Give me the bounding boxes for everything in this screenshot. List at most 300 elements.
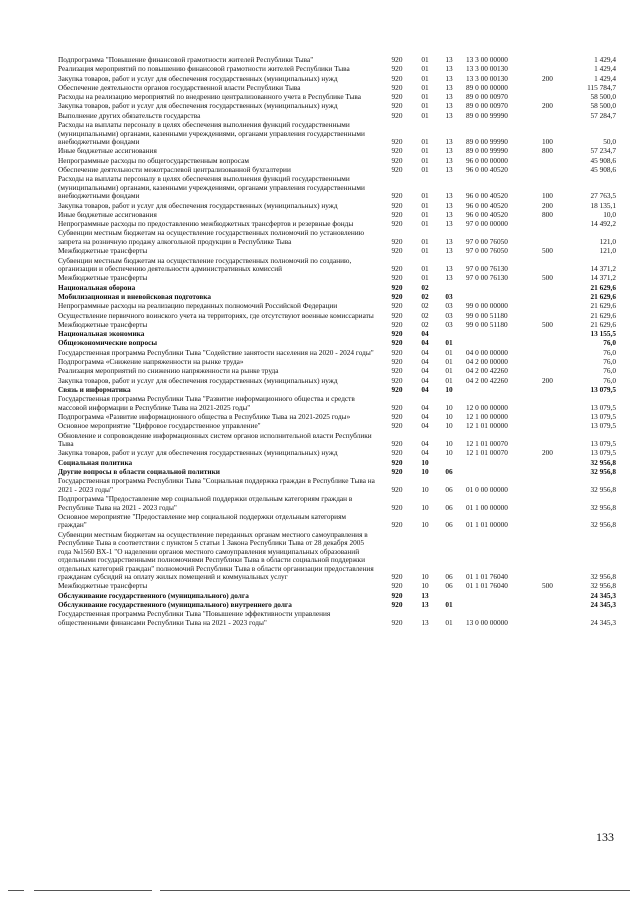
row-admin-code: 920	[391, 590, 403, 600]
row-admin-code: 920	[391, 439, 403, 449]
row-amount: 21 629,6	[590, 310, 616, 320]
row-name: Государственная программа Республики Тыва "Развитие информационного общества и средств массовой информации в Республике Тыва на 2021-2025 годы"	[58, 394, 355, 412]
row-expense-type: 200	[542, 101, 553, 111]
row-subsection-code: 03	[445, 319, 453, 329]
row-section-code: 01	[421, 137, 429, 147]
row-section-code: 04	[421, 357, 429, 367]
row-amount: 14 492,2	[590, 219, 616, 229]
row-amount: 45 908,6	[590, 155, 616, 165]
table-row	[58, 175, 616, 201]
row-name: Выполнение других обязательств государства	[58, 110, 201, 120]
row-target-article: 04 0 00 00000	[466, 347, 508, 357]
row-target-article: 01 1 01 76040	[466, 581, 508, 591]
row-section-code: 01	[421, 73, 429, 83]
row-target-article: 13 3 00 00130	[466, 73, 508, 83]
row-amount: 32 956,8	[590, 466, 616, 476]
row-target-article: 12 1 01 00000	[466, 421, 508, 431]
row-expense-type	[542, 284, 568, 293]
row-amount: 24 345,3	[590, 600, 616, 610]
row-subsection-code: 13	[445, 209, 453, 219]
footer-mark	[34, 890, 152, 891]
row-subsection-code: 13	[445, 137, 453, 147]
row-subsection-code: 01	[445, 347, 453, 357]
row-section-code: 04	[421, 439, 429, 449]
row-section-code: 01	[421, 64, 429, 74]
row-target-article	[460, 592, 542, 601]
page-number: 133	[596, 830, 614, 844]
row-target-article: 04 2 00 42260	[466, 375, 508, 385]
row-section-code: 04	[421, 384, 429, 394]
row-expense-type	[542, 166, 568, 175]
row-target-article: 04 2 00 00000	[466, 357, 508, 367]
row-admin-code: 920	[391, 502, 403, 512]
row-admin-code: 920	[391, 338, 403, 348]
row-subsection-code: 13	[445, 55, 453, 64]
row-subsection-code: 06	[445, 581, 453, 591]
row-section-code: 01	[421, 191, 429, 201]
row-section-code: 01	[421, 110, 429, 120]
row-section-code: 01	[421, 55, 429, 64]
row-target-article: 12 1 01 00070	[466, 448, 508, 458]
row-section-code: 04	[421, 366, 429, 376]
row-admin-code: 920	[391, 219, 403, 229]
row-amount: 76,0	[603, 347, 616, 357]
row-subsection-code: 01	[445, 600, 453, 610]
row-subsection-code: 01	[445, 366, 453, 376]
row-subsection-code: 13	[445, 155, 453, 165]
row-subsection-code: 13	[445, 273, 453, 283]
row-expense-type	[542, 349, 568, 358]
row-subsection-code: 10	[445, 421, 453, 431]
row-section-code: 04	[421, 448, 429, 458]
row-section-code: 13	[421, 617, 429, 627]
row-admin-code: 920	[391, 282, 403, 292]
row-admin-code: 920	[391, 137, 403, 147]
row-admin-code: 920	[391, 384, 403, 394]
row-amount: 13 155,5	[590, 329, 616, 339]
budget-page	[58, 55, 616, 628]
row-subsection-code: 13	[445, 64, 453, 74]
row-name: Субвенции местным бюджетам на осуществление государственных полномочий по созданию, организации и обеспечению деятельности административных комиссий	[58, 255, 352, 274]
row-expense-type	[542, 330, 568, 339]
row-subsection-code: 06	[445, 466, 453, 476]
row-name: Общеэкономические вопросы	[58, 338, 158, 348]
row-amount: 76,0	[603, 366, 616, 376]
row-amount: 13 079,5	[590, 402, 616, 412]
row-amount: 13 079,5	[590, 421, 616, 431]
footer-mark	[160, 890, 630, 891]
row-name: Основное мероприятие "Предоставление мер социальной поддержки отдельным категориям граждан"	[58, 511, 347, 530]
row-section-code: 04	[421, 347, 429, 357]
row-subsection-code: 10	[445, 402, 453, 412]
row-name: Межбюджетные трансферты	[58, 581, 148, 591]
row-amount: 1 429,4	[594, 73, 616, 83]
row-admin-code: 920	[391, 273, 403, 283]
row-amount: 13 079,5	[590, 412, 616, 421]
row-section-code: 10	[421, 484, 429, 494]
row-section-code: 10	[421, 581, 429, 591]
row-admin-code: 920	[391, 357, 403, 367]
row-target-article: 96 0 00 00000	[466, 155, 508, 165]
row-section-code: 01	[421, 209, 429, 219]
row-name: Подпрограмма «Снижение напряженности на рынке труда»	[58, 357, 244, 367]
row-expense-type: 200	[542, 73, 553, 83]
row-admin-code: 920	[391, 236, 403, 246]
row-target-article: 01 1 00 00000	[466, 502, 508, 512]
row-admin-code: 920	[391, 347, 403, 357]
row-admin-code: 920	[391, 200, 403, 210]
row-target-article: 01 1 01 00000	[466, 520, 508, 530]
footer-mark	[8, 890, 24, 891]
row-name: Субвенции местным бюджетам на осуществление переданных органам местного самоуправления в Республике Тыва в соответствии с пунктом 5 статьи 1 Закона Республики Тыва от 28 декабря 2005 года №1560 ВХ-1 "О наделении органов местного самоуправления муниципальных образований отдельными государственными полномочиями Республики Тыва в области социальной поддержки отдельных категорий граждан" полномочий Республики Тыва в области организации предоставления гражданам субсидий на оплату жилых помещений и коммунальных услуг	[58, 529, 374, 582]
row-subsection-code: 06	[445, 484, 453, 494]
row-subsection-code: 13	[445, 200, 453, 210]
row-subsection-code: 13	[445, 73, 453, 83]
row-expense-type: 500	[542, 319, 553, 329]
row-expense-type: 200	[542, 375, 553, 385]
row-name: Расходы на выплаты персоналу в целях обеспечения выполнения функций государственными (муниципальными) органами, казенными учреждениями, органами управления государственными внебюджетными фондами	[58, 120, 365, 147]
row-amount: 18 135,1	[590, 200, 616, 210]
row-admin-code: 920	[391, 82, 403, 92]
row-subsection-code: 13	[445, 146, 453, 156]
row-section-code: 01	[421, 246, 429, 256]
row-amount: 14 371,2	[590, 273, 616, 283]
row-name: Подпрограмма "Повышение финансовой грамотности жителей Республики Тыва"	[58, 55, 314, 64]
row-target-article: 99 0 00 51180	[466, 310, 508, 320]
row-target-article: 01 1 01 76040	[466, 572, 508, 582]
row-admin-code: 920	[391, 466, 403, 476]
row-expense-type	[542, 157, 568, 166]
row-amount: 76,0	[603, 357, 616, 367]
row-amount: 32 956,8	[590, 457, 616, 467]
row-section-code: 04	[421, 402, 429, 412]
row-amount: 13 079,5	[590, 384, 616, 394]
row-name: Межбюджетные трансферты	[58, 319, 148, 329]
row-amount: 32 956,8	[590, 572, 616, 582]
row-target-article: 89 0 00 99990	[466, 146, 508, 156]
row-name: Обслуживание государственного (муниципального) внутреннего долга	[58, 600, 292, 610]
row-section-code: 02	[421, 319, 429, 329]
row-amount: 13 079,5	[590, 448, 616, 458]
row-amount: 32 956,8	[590, 484, 616, 494]
row-subsection-code: 10	[445, 384, 453, 394]
row-expense-type: 500	[542, 581, 553, 591]
row-target-article	[460, 468, 542, 477]
row-expense-type: 800	[542, 146, 553, 156]
row-subsection-code: 13	[445, 264, 453, 274]
row-amount: 57 234,7	[590, 146, 616, 156]
row-admin-code: 920	[391, 375, 403, 385]
row-target-article: 89 0 00 00970	[466, 101, 508, 111]
row-expense-type	[542, 513, 568, 531]
row-expense-type: 100	[542, 137, 553, 147]
row-name: Государственная программа Республики Тыва "Социальная поддержка граждан в Республике Тыва на 2021 - 2023 годы"	[58, 476, 375, 494]
row-section-code: 01	[421, 236, 429, 246]
row-expense-type	[542, 610, 568, 628]
row-amount: 32 956,8	[590, 502, 616, 512]
row-target-article: 01 0 00 00000	[466, 484, 508, 494]
table-row	[58, 513, 616, 531]
row-name: Основное мероприятие "Цифровое государственное управление"	[58, 421, 261, 431]
row-subsection-code: 13	[445, 191, 453, 201]
row-name: Реализация мероприятий по снижению напряженности на рынке труда	[58, 366, 279, 376]
row-subsection-code: 01	[445, 617, 453, 627]
row-admin-code: 920	[391, 301, 403, 311]
row-section-code: 01	[421, 200, 429, 210]
budget-table	[58, 56, 616, 628]
row-target-article	[460, 601, 542, 610]
row-amount: 58 500,0	[590, 101, 616, 111]
row-expense-type	[542, 220, 568, 229]
row-name: Межбюджетные трансферты	[58, 246, 148, 256]
row-section-code: 01	[421, 155, 429, 165]
row-amount: 10,0	[603, 209, 616, 219]
row-subsection-code: 03	[445, 310, 453, 320]
row-name: Государственная программа Республики Тыва "Повышение эффективности управления общественными финансами Республики Тыва на 2021 - 2023 годы"	[58, 609, 331, 627]
row-admin-code: 920	[391, 92, 403, 102]
row-amount: 121,0	[599, 236, 616, 246]
row-subsection-code: 10	[445, 439, 453, 449]
row-section-code: 02	[421, 301, 429, 311]
row-amount: 57 284,7	[590, 110, 616, 120]
row-amount: 121,0	[599, 246, 616, 256]
row-name: Иные бюджетные ассигнования	[58, 146, 157, 156]
row-name: Обслуживание государственного (муниципального) долга	[58, 590, 249, 600]
row-admin-code: 920	[391, 209, 403, 219]
row-name: Осуществление первичного воинского учета на территориях, где отсутствуют военные комиссариаты	[58, 310, 374, 320]
row-amount: 76,0	[603, 375, 616, 385]
row-section-code: 02	[421, 310, 429, 320]
row-name: Подпрограмма «Развитие информационного общества в Республике Тыва на 2021-2025 годы»	[58, 412, 351, 421]
row-amount: 21 629,6	[590, 282, 616, 292]
row-expense-type	[542, 229, 568, 247]
row-subsection-code: 13	[445, 246, 453, 256]
row-admin-code: 920	[391, 448, 403, 458]
row-name: Закупка товаров, работ и услуг для обеспечения государственных (муниципальных) нужд	[58, 200, 338, 210]
row-name: Закупка товаров, работ и услуг для обеспечения государственных (муниципальных) нужд	[58, 73, 338, 83]
row-amount: 50,0	[603, 137, 616, 147]
row-amount: 21 629,6	[590, 319, 616, 329]
row-admin-code: 920	[391, 64, 403, 74]
row-name: Социальная политика	[58, 457, 133, 467]
row-expense-type	[542, 358, 568, 367]
row-admin-code: 920	[391, 101, 403, 111]
row-expense-type	[542, 432, 568, 450]
row-target-article: 97 0 00 76050	[466, 246, 508, 256]
row-section-code: 04	[421, 375, 429, 385]
row-admin-code: 920	[391, 319, 403, 329]
row-target-article: 12 1 00 00000	[466, 412, 508, 421]
row-expense-type	[542, 459, 568, 468]
row-admin-code: 920	[391, 572, 403, 582]
table-row	[58, 229, 616, 247]
table-row	[58, 432, 616, 450]
row-admin-code: 920	[391, 191, 403, 201]
row-admin-code: 920	[391, 73, 403, 83]
row-target-article	[460, 284, 542, 293]
row-subsection-code: 06	[445, 572, 453, 582]
row-admin-code: 920	[391, 617, 403, 627]
row-section-code: 01	[421, 101, 429, 111]
row-amount: 24 345,3	[590, 617, 616, 627]
row-subsection-code: 13	[445, 236, 453, 246]
row-name: Непрограммные расходы по общегосударственным вопросам	[58, 155, 249, 165]
row-name: Расходы на выплаты персоналу в целях обеспечения выполнения функций государственными (муниципальными) органами, казенными учреждениями, органами управления государственными внебюджетными фондами	[58, 174, 365, 201]
row-amount: 1 429,4	[594, 64, 616, 74]
row-name: Непрограммные расходы по предоставлению межбюджетных трансфертов и резервные фонды	[58, 219, 354, 229]
row-target-article: 97 0 00 76130	[466, 273, 508, 283]
row-admin-code: 920	[391, 600, 403, 610]
row-amount: 27 763,5	[590, 191, 616, 201]
row-name: Национальная экономика	[58, 329, 145, 339]
table-row	[58, 377, 616, 386]
row-expense-type	[542, 413, 568, 422]
row-subsection-code: 13	[445, 219, 453, 229]
row-section-code: 01	[421, 146, 429, 156]
row-target-article: 99 0 00 00000	[466, 301, 508, 311]
row-subsection-code: 10	[445, 412, 453, 421]
row-section-code: 13	[421, 590, 429, 600]
row-amount: 32 956,8	[590, 520, 616, 530]
row-subsection-code: 01	[445, 338, 453, 348]
row-target-article: 04 2 00 42260	[466, 366, 508, 376]
table-row	[58, 121, 616, 147]
row-target-article: 99 0 00 51180	[466, 319, 508, 329]
row-subsection-code: 13	[445, 164, 453, 174]
row-target-article: 89 0 00 00970	[466, 92, 508, 102]
row-name: Реализация мероприятий по повышению финансовой грамотности жителей Республики Тыва	[58, 64, 350, 74]
row-expense-type	[542, 495, 568, 513]
table-row	[58, 395, 616, 413]
row-expense-type: 800	[542, 209, 553, 219]
row-section-code: 10	[421, 520, 429, 530]
row-admin-code: 920	[391, 457, 403, 467]
row-expense-type: 100	[542, 191, 553, 201]
table-row	[58, 477, 616, 495]
row-amount: 45 908,6	[590, 164, 616, 174]
row-subsection-code: 13	[445, 101, 453, 111]
row-expense-type	[542, 468, 568, 477]
table-row	[58, 274, 616, 283]
row-section-code: 04	[421, 338, 429, 348]
row-expense-type	[542, 531, 568, 583]
row-target-article: 89 0 00 99990	[466, 137, 508, 147]
row-target-article: 12 0 00 00000	[466, 402, 508, 412]
row-target-article: 89 0 00 99990	[466, 110, 508, 120]
row-amount: 32 956,8	[590, 581, 616, 591]
row-admin-code: 920	[391, 164, 403, 174]
row-admin-code: 920	[391, 366, 403, 376]
table-row	[58, 495, 616, 513]
row-expense-type	[542, 386, 568, 395]
row-target-article: 12 1 01 00070	[466, 439, 508, 449]
row-name: Иные бюджетные ассигнования	[58, 209, 157, 219]
row-name: Непрограммные расходы на реализацию переданных полномочий Российской Федерации	[58, 301, 338, 311]
row-target-article: 13 3 00 00000	[466, 55, 508, 64]
row-subsection-code: 03	[445, 291, 453, 301]
row-admin-code: 920	[391, 55, 403, 64]
row-target-article	[460, 386, 542, 395]
row-admin-code: 920	[391, 520, 403, 530]
row-expense-type	[542, 56, 568, 65]
row-target-article: 96 0 00 40520	[466, 200, 508, 210]
row-section-code: 04	[421, 412, 429, 421]
row-amount: 1 429,4	[594, 55, 616, 64]
row-name: Закупка товаров, работ и услуг для обеспечения государственных (муниципальных) нужд	[58, 375, 338, 385]
row-admin-code: 920	[391, 291, 403, 301]
row-admin-code: 920	[391, 310, 403, 320]
row-name: Субвенции местным бюджетам на осуществление государственных полномочий по установлению запрета на розничную продажу алкогольной продукции в Республике Тыва	[58, 228, 365, 246]
row-admin-code: 920	[391, 155, 403, 165]
row-admin-code: 920	[391, 246, 403, 256]
row-amount: 58 500,0	[590, 92, 616, 102]
row-section-code: 04	[421, 421, 429, 431]
row-section-code: 01	[421, 273, 429, 283]
row-name: Государственная программа Республики Тыва "Содействие занятости населения на 2020 - 2024 годы"	[58, 347, 374, 357]
row-expense-type	[542, 84, 568, 93]
row-amount: 21 629,6	[590, 291, 616, 301]
row-admin-code: 920	[391, 421, 403, 431]
row-expense-type	[542, 592, 568, 601]
row-name: Другие вопросы в области социальной политики	[58, 466, 220, 476]
row-admin-code: 920	[391, 146, 403, 156]
row-name: Расходы на реализацию мероприятий по внедрению централизованного учета в Республике Тыва	[58, 92, 362, 102]
row-subsection-code: 01	[445, 375, 453, 385]
row-expense-type: 500	[542, 246, 553, 256]
row-target-article: 96 0 00 40520	[466, 209, 508, 219]
row-expense-type	[542, 112, 568, 121]
row-name: Подпрограмма "Предоставление мер социальной поддержки отдельным категориям граждан в Республике Тыва на 2021 - 2023 годы"	[58, 494, 353, 512]
row-section-code: 01	[421, 219, 429, 229]
row-section-code: 04	[421, 329, 429, 339]
row-section-code: 02	[421, 291, 429, 301]
row-name: Мобилизационная и вневойсковая подготовка	[58, 291, 212, 301]
row-section-code: 01	[421, 264, 429, 274]
row-amount: 24 345,3	[590, 590, 616, 600]
row-admin-code: 920	[391, 402, 403, 412]
row-name: Закупка товаров, работ и услуг для обеспечения государственных (муниципальных) нужд	[58, 448, 338, 458]
row-name: Обеспечение деятельности межотраслевой централизованной бухгалтерии	[58, 164, 291, 174]
row-admin-code: 920	[391, 484, 403, 494]
row-admin-code: 920	[391, 412, 403, 421]
row-name: Национальная оборона	[58, 282, 136, 292]
row-target-article	[460, 330, 542, 339]
row-section-code: 01	[421, 92, 429, 102]
row-name: Межбюджетные трансферты	[58, 273, 148, 283]
row-expense-type	[542, 257, 568, 275]
row-expense-type	[542, 302, 568, 311]
row-amount: 21 629,6	[590, 301, 616, 311]
row-section-code: 10	[421, 572, 429, 582]
row-target-article: 97 0 00 00000	[466, 219, 508, 229]
row-expense-type	[542, 601, 568, 610]
row-subsection-code: 06	[445, 520, 453, 530]
row-expense-type: 500	[542, 273, 553, 283]
row-target-article: 96 0 00 40520	[466, 191, 508, 201]
table-row	[58, 257, 616, 275]
row-expense-type: 200	[542, 448, 553, 458]
row-target-article: 13 0 00 00000	[466, 617, 508, 627]
row-expense-type	[542, 395, 568, 413]
row-section-code: 01	[421, 82, 429, 92]
row-target-article	[460, 459, 542, 468]
table-row	[58, 531, 616, 583]
row-name: Закупка товаров, работ и услуг для обеспечения государственных (муниципальных) нужд	[58, 101, 338, 111]
table-row	[58, 449, 616, 458]
row-subsection-code: 13	[445, 92, 453, 102]
row-section-code: 10	[421, 502, 429, 512]
row-expense-type	[542, 477, 568, 495]
